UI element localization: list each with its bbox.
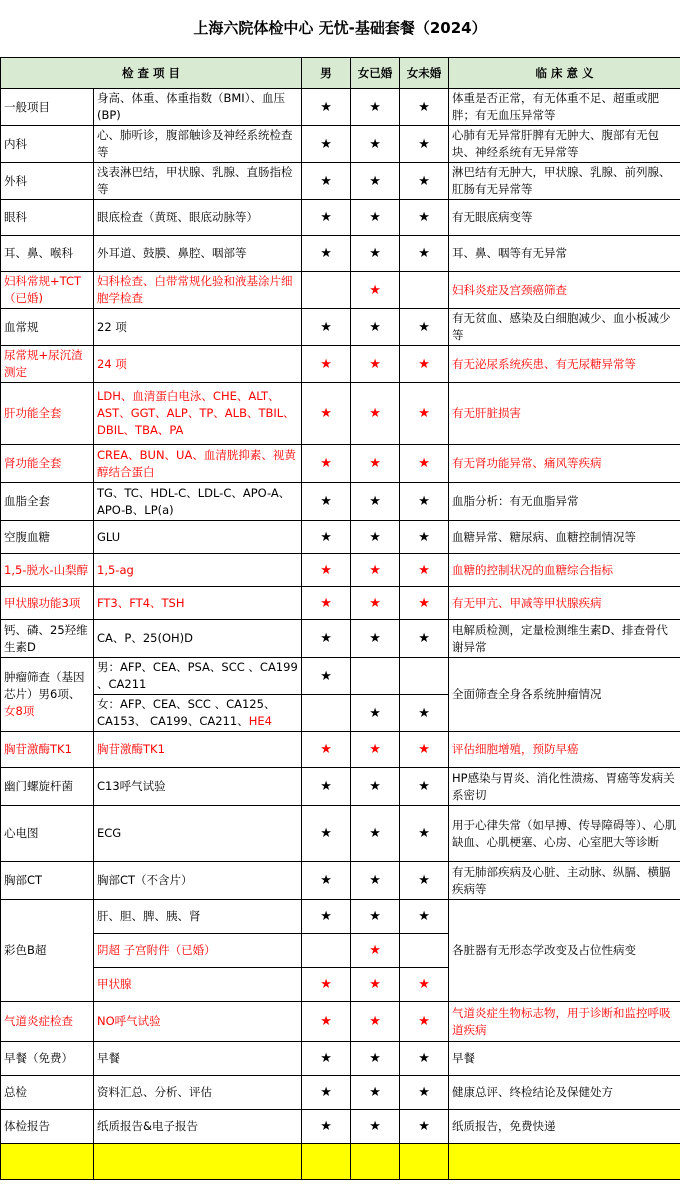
item-meaning: 各脏器有无形态学改变及占位性病变 [449,900,680,1002]
footer-cell [351,1144,400,1180]
male-mark: ★ [302,620,351,658]
married-mark: ★ [351,272,400,309]
unmarried-mark: ★ [400,620,449,658]
item-name: 内科 [1,126,94,163]
unmarried-mark: ★ [400,900,449,934]
item-name: 空腹血糖 [1,521,94,554]
male-mark: ★ [302,732,351,768]
header-unmarried: 女未婚 [400,58,449,89]
item-meaning: 有无肺部疾病及心脏、主动脉、纵膈、横膈疾病等 [449,862,680,900]
married-mark: ★ [351,768,400,806]
unmarried-mark [400,934,449,968]
unmarried-mark: ★ [400,806,449,862]
item-name: 体检报告 [1,1110,94,1144]
table-row [1,1076,680,1110]
item-meaning: 用于心律失常（如早搏、传导障碍等）、心肌缺血、心肌梗塞、心房、心室肥大等诊断 [449,806,680,862]
unmarried-mark: ★ [400,236,449,272]
item-detail: 胸部CT（不含片） [94,862,302,900]
unmarried-mark [400,658,449,695]
item-name: 总检 [1,1076,94,1110]
table-row [1,1042,680,1076]
married-mark: ★ [351,383,400,445]
married-mark: ★ [351,346,400,383]
item-meaning: 气道炎症生物标志物，用于诊断和监控呼吸道疾病 [449,1002,680,1042]
table-row [1,126,680,163]
item-detail: 纸质报告&电子报告 [94,1110,302,1144]
table-row [1,200,680,236]
item-meaning: 心肺有无异常肝脾有无肿大、腹部有无包块、神经系统有无异常等 [449,126,680,163]
married-mark: ★ [351,900,400,934]
item-detail: FT3、FT4、TSH [94,587,302,620]
table-row [1,768,680,806]
married-mark: ★ [351,554,400,587]
male-mark: ★ [302,346,351,383]
item-detail: CA、P、25(OH)D [94,620,302,658]
unmarried-mark: ★ [400,521,449,554]
married-mark: ★ [351,862,400,900]
table-header-row [1,58,680,89]
table-row [1,862,680,900]
male-mark: ★ [302,900,351,934]
unmarried-mark: ★ [400,309,449,346]
footer-cell [94,1144,302,1180]
item-name: 1,5-脱水-山梨醇 [1,554,94,587]
male-mark: ★ [302,968,351,1002]
table-row [1,587,680,620]
item-meaning: 评估细胞增殖，预防早癌 [449,732,680,768]
footer-row [1,1144,680,1180]
footer-cell [400,1144,449,1180]
unmarried-mark: ★ [400,126,449,163]
table-row [1,554,680,587]
married-mark: ★ [351,934,400,968]
table-row [1,658,680,695]
table-row [1,89,680,126]
unmarried-mark: ★ [400,768,449,806]
unmarried-mark: ★ [400,1002,449,1042]
table-row [1,346,680,383]
table-row [1,236,680,272]
item-detail: 胸苷激酶TK1 [94,732,302,768]
header-item: 检 查 项 目 [1,58,302,89]
male-mark: ★ [302,587,351,620]
item-name: 肾功能全套 [1,445,94,483]
table-row [1,806,680,862]
item-name-main: 肿瘤筛查（基因芯片）男6项、 [4,670,85,701]
item-meaning: 健康总评、终检结论及保健处方 [449,1076,680,1110]
item-detail: 资料汇总、分析、评估 [94,1076,302,1110]
male-mark [302,272,351,309]
married-mark: ★ [351,126,400,163]
item-meaning: 早餐 [449,1042,680,1076]
unmarried-mark: ★ [400,732,449,768]
item-detail: ECG [94,806,302,862]
item-detail-female-red: HE4 [248,714,272,728]
header-meaning: 临 床 意 义 [449,58,680,89]
item-meaning: 有无肾功能异常、痛风等疾病 [449,445,680,483]
married-mark: ★ [351,732,400,768]
item-meaning: 血糖异常、糖尿病、血糖控制情况等 [449,521,680,554]
item-name: 血脂全套 [1,483,94,521]
item-detail: CREA、BUN、UA、血清胱抑素、视黄醇结合蛋白 [94,445,302,483]
item-meaning: 有无泌尿系统疾患、有无尿糖异常等 [449,346,680,383]
married-mark: ★ [351,1076,400,1110]
item-name: 尿常规+尿沉渣测定 [1,346,94,383]
item-detail: TG、TC、HDL-C、LDL-C、APO-A、APO-B、LP(a) [94,483,302,521]
table-row [1,163,680,200]
male-mark: ★ [302,89,351,126]
male-mark: ★ [302,200,351,236]
unmarried-mark: ★ [400,445,449,483]
item-name: 妇科常规+TCT（已婚) [1,272,94,309]
item-meaning: 耳、鼻、咽等有无异常 [449,236,680,272]
unmarried-mark: ★ [400,163,449,200]
item-detail-male: 男：AFP、CEA、PSA、SCC 、CA199 、CA211 [94,658,302,695]
married-mark: ★ [351,806,400,862]
male-mark: ★ [302,126,351,163]
male-mark: ★ [302,521,351,554]
item-detail: 22 项 [94,309,302,346]
footer-cell [449,1144,680,1180]
married-mark: ★ [351,1110,400,1144]
male-mark: ★ [302,1076,351,1110]
married-mark [351,658,400,695]
table-row [1,309,680,346]
table-row [1,383,680,445]
item-meaning: 有无眼底病变等 [449,200,680,236]
married-mark: ★ [351,521,400,554]
male-mark: ★ [302,383,351,445]
item-name: 外科 [1,163,94,200]
package-table [0,57,680,1180]
item-name: 眼科 [1,200,94,236]
item-name [1,658,94,732]
item-meaning: 纸质报告，免费快递 [449,1110,680,1144]
male-mark: ★ [302,658,351,695]
married-mark: ★ [351,620,400,658]
unmarried-mark [400,272,449,309]
item-name: 幽门螺旋杆菌 [1,768,94,806]
item-detail-female-main: 女：AFP、CEA、SCC 、CA125、CA153、 CA199、CA211、 [97,697,276,728]
item-meaning: 血脂分析：有无血脂异常 [449,483,680,521]
male-mark: ★ [302,862,351,900]
unmarried-mark: ★ [400,1076,449,1110]
unmarried-mark: ★ [400,862,449,900]
item-detail: 甲状腺 [94,968,302,1002]
item-meaning: 体重是否正常，有无体重不足、超重或肥胖；有无血压异常等 [449,89,680,126]
table-row [1,732,680,768]
item-detail: 肝、胆、脾、胰、肾 [94,900,302,934]
item-name: 彩色B超 [1,900,94,1002]
item-name: 甲状腺功能3项 [1,587,94,620]
item-name-red: 女8项 [4,704,35,718]
married-mark: ★ [351,200,400,236]
unmarried-mark: ★ [400,200,449,236]
unmarried-mark: ★ [400,968,449,1002]
item-meaning: 血糖的控制状况的血糖综合指标 [449,554,680,587]
unmarried-mark: ★ [400,587,449,620]
item-detail: 阴超 子宫附件（已婚） [94,934,302,968]
married-mark: ★ [351,483,400,521]
item-name: 胸苷激酶TK1 [1,732,94,768]
unmarried-mark: ★ [400,554,449,587]
unmarried-mark: ★ [400,1042,449,1076]
item-meaning: 电解质检测，定量检测维生素D、排查骨代谢异常 [449,620,680,658]
footer-cell [1,1144,94,1180]
table-row [1,272,680,309]
married-mark: ★ [351,1042,400,1076]
item-detail: LDH、血清蛋白电泳、CHE、ALT、AST、GGT、ALP、TP、ALB、TBIL、DBIL、TBA、PA [94,383,302,445]
male-mark: ★ [302,1002,351,1042]
item-meaning: 全面筛查全身各系统肿瘤情况 [449,658,680,732]
item-detail: 眼底检查（黄斑、眼底动脉等） [94,200,302,236]
unmarried-mark: ★ [400,483,449,521]
married-mark: ★ [351,695,400,732]
married-mark: ★ [351,587,400,620]
table-row [1,900,680,934]
unmarried-mark: ★ [400,1110,449,1144]
item-meaning: HP感染与胃炎、消化性溃疡、胃癌等发病关系密切 [449,768,680,806]
married-mark: ★ [351,236,400,272]
item-name: 胸部CT [1,862,94,900]
unmarried-mark: ★ [400,89,449,126]
table-row [1,445,680,483]
married-mark: ★ [351,1002,400,1042]
item-detail: 早餐 [94,1042,302,1076]
item-detail: NO呼气试验 [94,1002,302,1042]
item-name: 心电图 [1,806,94,862]
table-row [1,483,680,521]
unmarried-mark: ★ [400,383,449,445]
item-name: 肝功能全套 [1,383,94,445]
page-title: 上海六院体检中心 无忧-基础套餐（2024） [193,19,487,37]
item-name: 钙、磷、25羟维生素D [1,620,94,658]
item-meaning: 有无甲亢、甲减等甲状腺疾病 [449,587,680,620]
married-mark: ★ [351,445,400,483]
header-male: 男 [302,58,351,89]
male-mark: ★ [302,768,351,806]
male-mark: ★ [302,554,351,587]
married-mark: ★ [351,968,400,1002]
item-name: 气道炎症检查 [1,1002,94,1042]
item-detail: 妇科检查、白带常规化验和液基涂片细胞学检查 [94,272,302,309]
item-detail: GLU [94,521,302,554]
item-detail: 外耳道、鼓膜、鼻腔、咽部等 [94,236,302,272]
item-name: 耳、鼻、喉科 [1,236,94,272]
item-detail: C13呼气试验 [94,768,302,806]
table-row [1,1002,680,1042]
item-meaning: 有无肝脏损害 [449,383,680,445]
married-mark: ★ [351,89,400,126]
male-mark: ★ [302,483,351,521]
item-detail: 1,5-ag [94,554,302,587]
table-row [1,1110,680,1144]
male-mark: ★ [302,1042,351,1076]
item-meaning: 有无贫血、感染及白细胞减少、血小板减少等 [449,309,680,346]
item-name: 血常规 [1,309,94,346]
item-meaning: 妇科炎症及宫颈癌筛查 [449,272,680,309]
item-meaning: 淋巴结有无肿大，甲状腺、乳腺、前列腺、肛肠有无异常等 [449,163,680,200]
married-mark: ★ [351,309,400,346]
item-detail: 心、肺听诊，腹部触诊及神经系统检查等 [94,126,302,163]
footer-cell [302,1144,351,1180]
item-detail: 浅表淋巴结，甲状腺、乳腺、直肠指检等 [94,163,302,200]
table-row [1,521,680,554]
header-married: 女已婚 [351,58,400,89]
male-mark: ★ [302,1110,351,1144]
male-mark: ★ [302,309,351,346]
item-detail-female [94,695,302,732]
item-detail: 身高、体重、体重指数（BMI）、血压(BP) [94,89,302,126]
male-mark: ★ [302,236,351,272]
male-mark: ★ [302,806,351,862]
item-detail: 24 项 [94,346,302,383]
male-mark: ★ [302,445,351,483]
married-mark: ★ [351,163,400,200]
unmarried-mark: ★ [400,346,449,383]
unmarried-mark: ★ [400,695,449,732]
male-mark [302,695,351,732]
item-name: 早餐（免费） [1,1042,94,1076]
item-name: 一般项目 [1,89,94,126]
table-row [1,620,680,658]
male-mark: ★ [302,163,351,200]
male-mark [302,934,351,968]
